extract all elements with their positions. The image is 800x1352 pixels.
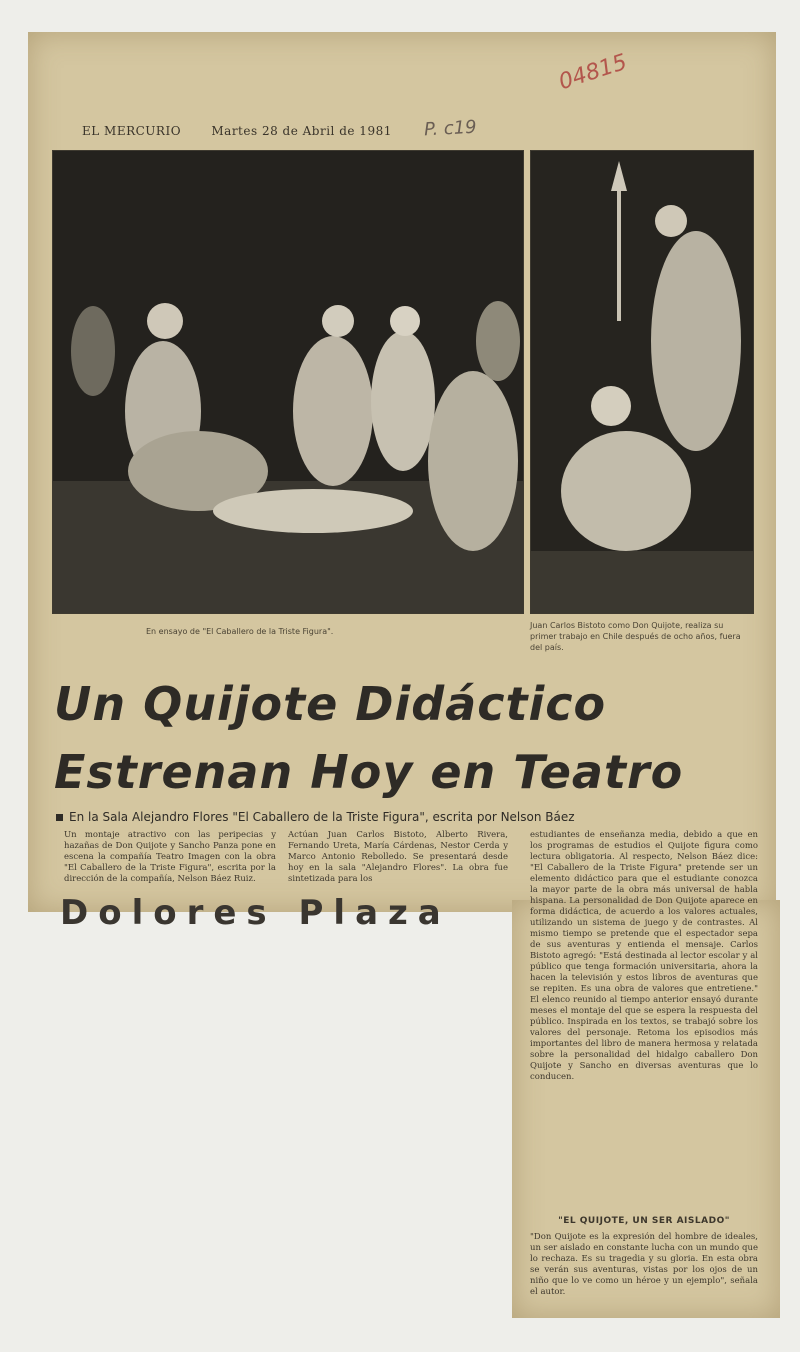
newspaper-name: EL MERCURIO <box>82 124 182 138</box>
cut-off-heading <box>60 892 512 933</box>
rehearsal-photo <box>52 150 524 614</box>
cut-off-heading-text: Dolores Plaza <box>60 893 451 933</box>
right-photo-caption: Juan Carlos Bistoto como Don Quijote, realiza su primer trabajo en Chile después de ocho años, fuera del país. <box>530 621 741 652</box>
article-column-1: Un montaje atractivo con las peripecias y hazañas de Don Quijote y Sancho Panza pone en escena la compañía Teatro Imagen con la obra "El Caballero de la Triste Figura", escrita por la dirección de la compañía, Nelson Báez Ruiz. <box>64 830 276 884</box>
headline-line-2: Estrenan Hoy en Teatro <box>54 745 684 799</box>
headline-line-1: Un Quijote Didáctico <box>54 677 607 731</box>
subheadline-text: En la Sala Alejandro Flores "El Caballero de la Triste Figura", escrita por Nelson Báez <box>69 810 575 824</box>
handwritten-archive-code: 04815 <box>555 49 631 96</box>
bullet-icon <box>56 814 63 821</box>
handwritten-page-ref: P. c19 <box>423 116 478 141</box>
article-column-3: estudiantes de enseñanza media, debido a que en los programas de estudios el Quijote figura como lectura obligatoria. Al respecto, Nelson Báez dice: "El Caballero de la Triste Figura" pretende ser un elemento didáctico para que el estudiante conozca la mayor parte de la obra más universal de habla hispana. La personalidad de Don Quijote aparece en forma didáctica, de acuerdo a los valores actuales, utilizando un sistema de juego y de contrastes. Al mismo tiempo se pretende que el espectador sepa de sus aventuras y entienda el mensaje. Carlos Bistoto agregó: "Está destinada al lector escolar y al público que tenga formación universitaria, ahora la hacen la televisión y estos libros de aventuras que se repiten. Es una obra de valores que entretiene." El elenco reunido al tiempo anterior ensayó durante meses el montaje del que se espera la respuesta del público. Inspirada en los textos, se trabajó sobre los valores del personaje. Retoma los episodios más importantes del libro de manera hermosa y relatada sobre la personalidad del hidalgo caballero Don Quijote y Sancho en diversas aventuras que lo conducen. <box>530 830 758 1082</box>
left-photo-caption: En ensayo de "El Caballero de la Triste Figura". <box>146 627 334 636</box>
article-column-4: "Don Quijote es la expresión del hombre de ideales, un ser aislado en constante lucha con un mundo que lo rechaza. Es su tragedia y su gloria. En esta obra se verán sus aventuras, vistas por los ojos de un niño que lo ve como un héroe y un ejemplo", señala el autor. <box>530 1232 758 1297</box>
subheadline <box>56 810 776 824</box>
section-heading: "EL QUIJOTE, UN SER AISLADO" <box>558 1216 730 1226</box>
don-quijote-photo <box>530 150 754 614</box>
publication-date: Martes 28 de Abril de 1981 <box>211 124 392 138</box>
article-column-2: Actúan Juan Carlos Bistoto, Alberto Rivera, Fernando Ureta, María Cárdenas, Nestor Cerda y Marco Antonio Rebolledo. Se presentará desde hoy en la sala "Alejandro Flores". La obra fue sintetizada para los <box>288 830 508 884</box>
